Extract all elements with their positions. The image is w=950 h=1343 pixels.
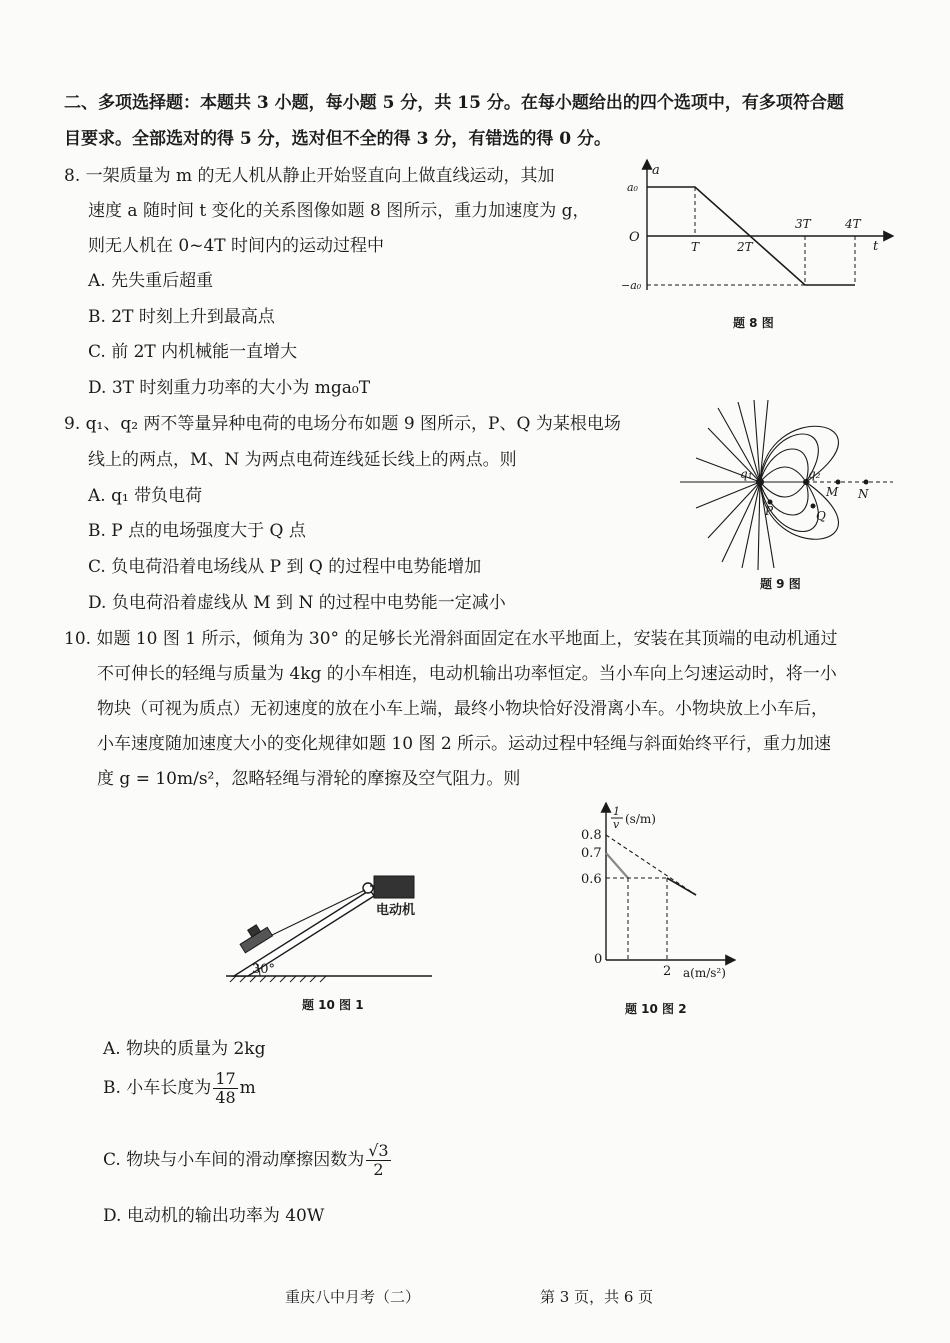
q9-option-a: A. q₁ 带负电荷 [88, 486, 203, 506]
q9-label-M: M [826, 485, 839, 499]
q10-stem-line2: 不可伸长的轻绳与质量为 4kg 的小车相连，电动机输出功率恒定。当小车向上匀速运动时，将一小 [97, 664, 837, 684]
q8-a0-label: a₀ [627, 181, 638, 194]
q10-option-b [103, 1070, 256, 1107]
q10-stem-line1: 10. 如题 10 图 1 所示，倾角为 30° 的足够长光滑斜面固定在水平地面上，安装在其顶端的电动机通过 [64, 629, 838, 649]
q10-origin: 0 [594, 952, 603, 967]
q9-label-q2: q₂ [808, 467, 821, 481]
q8-stem-line1: 8. 一架质量为 m 的无人机从静止开始竖直向上做直线运动，其加 [64, 166, 555, 186]
q9-option-c: C. 负电荷沿着电场线从 P 到 Q 的过程中电势能增加 [88, 557, 482, 577]
q8-option-c: C. 前 2T 内机械能一直增大 [88, 342, 298, 362]
q9-field-lines [696, 400, 838, 570]
q10-pulley [363, 883, 373, 893]
q10-option-b-fraction [213, 1070, 237, 1107]
section-header-line2: 目要求。全部选对的得 5 分，选对但不全的得 3 分，有错选的得 0 分。 [64, 129, 611, 149]
q10-x-label: a(m/s²) [683, 966, 726, 980]
q8-stem-line3: 则无人机在 0~4T 时间内的运动过程中 [88, 236, 385, 256]
q10-gray-line [606, 853, 628, 878]
q8-tick-2T: 2T [737, 240, 753, 254]
q9-label-P: P [765, 504, 774, 518]
q8-t-label: t [873, 239, 879, 254]
q10-b-numerator: 17 [215, 1069, 236, 1088]
q10-stem-line4: 小车速度随加速度大小的变化规律如题 10 图 2 所示。运动过程中轻绳与斜面始终平行，重力加速 [97, 734, 832, 754]
q8-tick-4T: 4T [845, 217, 861, 231]
q10-c-denominator: 2 [373, 1160, 384, 1179]
q10-fig1-caption: 题 10 图 1 [302, 998, 364, 1012]
section-header-line1: 二、多项选择题：本题共 3 小题，每小题 5 分，共 15 分。在每小题给出的四个选项中，有多项符合题 [64, 93, 844, 113]
q8-option-d: D. 3T 时刻重力功率的大小为 mga₀T [88, 378, 371, 398]
q10-motor-block [374, 876, 414, 898]
q10-y-label-den: v [613, 818, 620, 831]
q8-a-label: a [652, 163, 660, 178]
q10-y-label-num: 1 [613, 805, 620, 818]
footer-page-number: 第 3 页，共 6 页 [540, 1288, 654, 1306]
q8-stem-line2: 速度 a 随时间 t 变化的关系图像如题 8 图所示，重力加速度为 g， [88, 201, 590, 221]
q8-option-b: B. 2T 时刻上升到最高点 [88, 307, 275, 327]
q10-fig1-incline [220, 860, 440, 985]
q10-option-b-prefix: B. 小车长度为 [103, 1078, 212, 1098]
q10-cart [236, 921, 273, 953]
q9-option-b: B. P 点的电场强度大于 Q 点 [88, 521, 306, 541]
q9-figure-caption: 题 9 图 [760, 577, 801, 591]
q10-ytick-06: 0.6 [581, 872, 602, 887]
q10-fig2-graph [575, 795, 750, 990]
q10-option-c-fraction [366, 1142, 390, 1179]
q9-option-d: D. 负电荷沿着虚线从 M 到 N 的过程中电势能一定减小 [88, 593, 506, 613]
q8-tick-T: T [691, 240, 700, 254]
q9-point-Q [811, 504, 816, 509]
q10-b-denominator: 48 [215, 1088, 236, 1107]
q10-fig2-caption: 题 10 图 2 [625, 1002, 687, 1016]
q10-ytick-07: 0.7 [581, 846, 602, 861]
q9-point-M [836, 480, 841, 485]
q10-option-d: D. 电动机的输出功率为 40W [103, 1206, 325, 1226]
q9-point-N [864, 480, 869, 485]
q8-acceleration-graph [615, 150, 900, 300]
q8-neg-a0-label: −a₀ [621, 279, 642, 292]
q9-charge-q1 [756, 478, 764, 486]
q8-option-a: A. 先失重后超重 [88, 271, 214, 291]
q10-angle-label: 30° [252, 962, 276, 977]
q9-field-diagram [678, 398, 900, 570]
q10-stem-line5: 度 g = 10m/s²，忽略轻绳与滑轮的摩擦及空气阻力。则 [97, 769, 521, 789]
q9-label-q1: q₁ [740, 467, 753, 481]
q9-stem-line1: 9. q₁、q₂ 两不等量异种电荷的电场分布如题 9 图所示，P、Q 为某根电场 [64, 414, 621, 434]
q10-option-c [103, 1142, 393, 1179]
q10-ground-hatch [230, 976, 326, 982]
q8-origin-label: O [629, 230, 640, 245]
q10-y-unit: (s/m) [625, 812, 656, 826]
q9-label-Q: Q [816, 509, 826, 523]
q10-option-b-unit: m [239, 1078, 256, 1098]
q10-option-c-prefix: C. 物块与小车间的滑动摩擦因数为 [103, 1150, 365, 1170]
footer-school: 重庆八中月考（二） [285, 1288, 421, 1306]
q9-stem-line2: 线上的两点，M、N 为两点电荷连线延长线上的两点。则 [88, 450, 517, 470]
q10-dashed-line [606, 835, 696, 895]
q10-option-a: A. 物块的质量为 2kg [103, 1039, 266, 1059]
q10-stem-line3: 物块（可视为质点）无初速度的放在小车上端，最终小物块恰好没滑离小车。小物块放上小车后， [97, 699, 828, 719]
q10-ytick-08: 0.8 [581, 828, 602, 843]
q10-solid-line [667, 878, 696, 895]
q8-tick-3T: 3T [795, 217, 811, 231]
q10-xtick-2: 2 [663, 964, 672, 979]
q8-figure-caption: 题 8 图 [733, 316, 774, 330]
q10-c-numerator: √3 [368, 1141, 389, 1160]
q10-motor-label: 电动机 [376, 903, 416, 918]
q9-label-N: N [858, 487, 869, 501]
